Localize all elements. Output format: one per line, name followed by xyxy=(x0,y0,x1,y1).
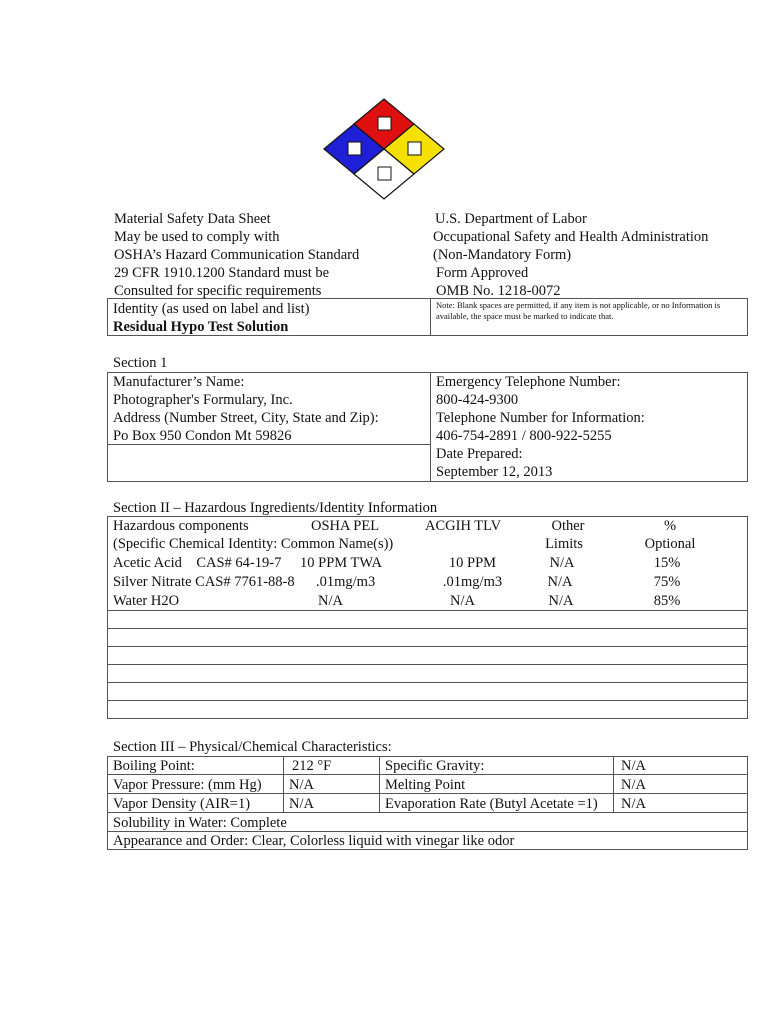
ingredient-osha-pel: .01mg/m3 xyxy=(316,574,376,590)
header-right-line: Form Approved xyxy=(436,265,529,281)
ingredient-other-limits: N/A xyxy=(547,574,573,590)
section3-title: Section III – Physical/Chemical Characteristics: xyxy=(113,739,392,755)
col-header-acgih-tlv: ACGIH TLV xyxy=(425,518,502,534)
header-right-line: Occupational Safety and Health Administration xyxy=(433,229,709,245)
ingredient-name: Silver Nitrate CAS# 7761-88-8 xyxy=(113,574,295,590)
info-phone-label: Telephone Number for Information: xyxy=(436,410,645,426)
header-left-line: Consulted for specific requirements xyxy=(114,283,322,299)
header-right-line: U.S. Department of Labor xyxy=(435,211,587,227)
header-left-line: May be used to comply with xyxy=(114,229,280,245)
appearance-and-odor: Appearance and Order: Clear, Colorless liquid with vinegar like odor xyxy=(113,833,515,849)
header-right-line: OMB No. 1218-0072 xyxy=(436,283,561,299)
col-subheader-limits: Limits xyxy=(545,536,583,552)
property-value: 212 °F xyxy=(292,758,332,774)
manufacturer-label: Manufacturer’s Name: xyxy=(113,374,245,390)
property-label: Melting Point xyxy=(385,777,466,793)
ingredient-acgih-tlv: 10 PPM xyxy=(448,555,497,571)
header-left-line: 29 CFR 1910.1200 Standard must be xyxy=(114,265,330,281)
section1-title: Section 1 xyxy=(113,355,168,371)
emergency-phone-label: Emergency Telephone Number: xyxy=(436,374,621,390)
ingredient-osha-pel: N/A xyxy=(318,593,343,609)
identity-label: Identity (as used on label and list) xyxy=(113,301,310,317)
info-phone-value: 406-754-2891 / 800-922-5255 xyxy=(436,428,612,444)
flammability-box xyxy=(378,117,391,130)
property-value: N/A xyxy=(621,777,646,793)
ingredient-name: Water H2O xyxy=(113,593,180,609)
ingredient-name: Acetic Acid CAS# 64-19-7 xyxy=(113,555,282,571)
property-label: Evaporation Rate (Butyl Acetate =1) xyxy=(385,796,598,812)
ingredient-percent: 15% xyxy=(653,555,681,571)
property-label: Vapor Density (AIR=1) xyxy=(113,796,251,812)
special-box xyxy=(378,167,391,180)
col-subheader-optional: Optional xyxy=(644,536,696,552)
section2-title: Section II – Hazardous Ingredients/Identity Information xyxy=(113,500,438,516)
address-value: Po Box 950 Condon Mt 59826 xyxy=(113,428,292,444)
property-value: N/A xyxy=(289,796,314,812)
emergency-phone-value: 800-424-9300 xyxy=(436,392,519,408)
ingredient-osha-pel: 10 PPM TWA xyxy=(300,555,382,571)
property-label: Specific Gravity: xyxy=(385,758,485,774)
date-prepared-value: September 12, 2013 xyxy=(436,464,553,480)
property-value: N/A xyxy=(289,777,314,793)
col-header-components: Hazardous components xyxy=(113,518,249,534)
property-value: N/A xyxy=(621,758,646,774)
col-header-percent: % xyxy=(663,518,677,534)
col-header-osha-pel: OSHA PEL xyxy=(311,518,380,534)
solubility-in-water: Solubility in Water: Complete xyxy=(113,815,287,831)
property-label: Boiling Point: xyxy=(113,758,195,774)
date-prepared-label: Date Prepared: xyxy=(436,446,523,462)
reactivity-box xyxy=(408,142,421,155)
ingredient-other-limits: N/A xyxy=(548,593,574,609)
property-label: Vapor Pressure: (mm Hg) xyxy=(113,777,262,793)
col-subheader-identity: (Specific Chemical Identity: Common Name(s)) xyxy=(113,536,394,552)
ingredient-acgih-tlv: N/A xyxy=(450,593,475,609)
header-right-line: (Non-Mandatory Form) xyxy=(433,247,572,263)
col-header-other: Other xyxy=(551,518,585,534)
ingredient-acgih-tlv: .01mg/m3 xyxy=(442,574,503,590)
ingredient-other-limits: N/A xyxy=(549,555,575,571)
ingredient-percent: 85% xyxy=(653,593,681,609)
ingredient-percent: 75% xyxy=(653,574,681,590)
manufacturer-value: Photographer's Formulary, Inc. xyxy=(113,392,293,408)
header-left-line: OSHA’s Hazard Communication Standard xyxy=(114,247,360,263)
header-left-line: Material Safety Data Sheet xyxy=(114,211,271,227)
address-label: Address (Number Street, City, State and Zip): xyxy=(113,410,379,426)
property-value: N/A xyxy=(621,796,646,812)
nfpa-hazard-diamond xyxy=(322,98,446,200)
health-box xyxy=(348,142,361,155)
identity-note: Note: Blank spaces are permitted, if any item is not applicable, or no Information is available, the space must be marked to indicate that. xyxy=(436,300,721,321)
identity-value: Residual Hypo Test Solution xyxy=(113,319,289,335)
